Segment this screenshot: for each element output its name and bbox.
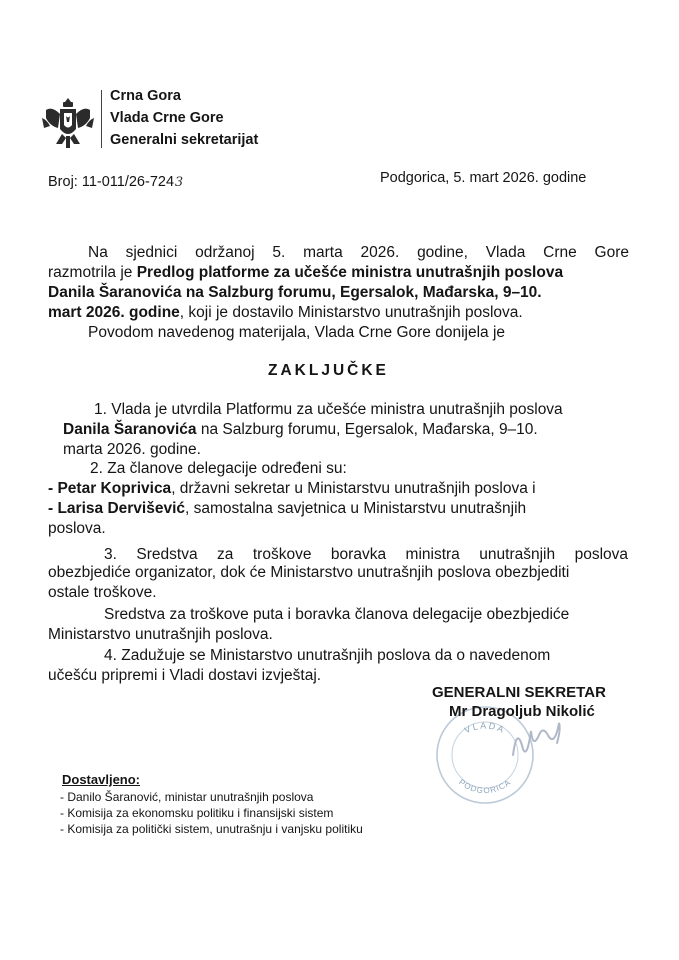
intro-line-2 [48, 263, 563, 283]
handwritten-signature [505, 715, 575, 765]
item-3-line-3: ostale troškove. [48, 584, 157, 601]
intro-line-2-text: razmotrila je [48, 264, 137, 281]
intro-line-4 [48, 303, 523, 323]
delegate-1 [48, 479, 536, 499]
header-country: Crna Gora [110, 88, 181, 104]
delegate-1-role: , državni sekretar u Ministarstvu unutrašnjih poslova i [171, 480, 536, 497]
item-2-line-4: poslova. [48, 520, 106, 537]
intro-line-1: Na sjednici održanoj 5. marta 2026. godine, Vlada Crne Gore [88, 244, 629, 261]
item-3-line-1: 3. Sredstva za troškove boravka ministra unutrašnjih poslova [104, 546, 628, 563]
stamp-text-top: VLADA [462, 720, 508, 736]
item-1-line-1: 1. Vlada je utvrdila Platformu za učešće ministra unutrašnjih poslova [94, 401, 563, 418]
material-title-part-3: mart 2026. godine [48, 304, 180, 321]
signatory-name: Mr Dragoljub Nikolić [449, 703, 595, 720]
delegate-1-name: - Petar Koprivica [48, 480, 172, 497]
conclusions-title: ZAKLJUČKE [268, 362, 389, 379]
item-3-line-5: Ministarstvo unutrašnjih poslova. [48, 626, 273, 643]
distribution-title: Dostavljeno: [62, 772, 141, 787]
item-2-line-1: 2. Za članove delegacije određeni su: [90, 460, 347, 477]
distribution-item: - Komisija za ekonomsku politiku i finansijski sistem [60, 806, 334, 820]
delegate-2-role: , samostalna savjetnica u Ministarstvu unutrašnjih [185, 500, 527, 517]
item-4-line-2: učešću pripremi i Vladi dostavi izvještaj. [48, 667, 322, 684]
svg-text:PODGORICA [457, 778, 513, 796]
item-1-line-2 [63, 420, 538, 440]
coat-of-arms-icon [38, 96, 98, 152]
signatory-role: GENERALNI SEKRETAR [432, 684, 606, 701]
stamp-text-bottom: PODGORICA [457, 777, 513, 796]
item-3-line-4: Sredstva za troškove puta i boravka članova delegacije obezbjediće [104, 606, 570, 623]
reference-number-text: Broj: 11-011/26-724 [48, 174, 175, 190]
item-4-line-1: 4. Zadužuje se Ministarstvo unutrašnjih poslova da o navedenom [104, 647, 551, 664]
header-divider [101, 90, 102, 148]
reference-suffix: 3 [174, 175, 184, 190]
intro-line-5: Povodom navedenog materijala, Vlada Crne Gore donijela je [88, 324, 506, 341]
reference-number [48, 174, 184, 190]
item-1-line-2-text: na Salzburg forumu, Egersalok, Mađarska, 9–10. [196, 421, 538, 438]
minister-name: Danila Šaranovića [63, 421, 197, 438]
intro-line-4-text: , koji je dostavilo Ministarstvo unutrašnjih poslova. [179, 304, 523, 321]
delegate-2-name: - Larisa Dervišević [48, 500, 186, 517]
item-1-line-3: marta 2026. godine. [63, 441, 201, 458]
material-title-part-1: Predlog platforme za učešće ministra unutrašnjih poslova [136, 264, 564, 281]
delegate-2 [48, 499, 526, 519]
header-government: Vlada Crne Gore [110, 110, 224, 126]
document-date: Podgorica, 5. mart 2026. godine [380, 170, 587, 186]
header-secretariat: Generalni sekretarijat [110, 132, 259, 148]
distribution-item: - Komisija za politički sistem, unutrašnju i vanjsku politiku [60, 822, 363, 836]
svg-text:VLADA [463, 721, 507, 736]
material-title-part-2: Danila Šaranovića na Salzburg forumu, Egersalok, Mađarska, 9–10. [48, 284, 542, 301]
distribution-item: - Danilo Šaranović, ministar unutrašnjih poslova [60, 790, 314, 804]
item-3-line-2: obezbjediće organizator, dok će Ministarstvo unutrašnjih poslova obezbjediti [48, 564, 570, 581]
